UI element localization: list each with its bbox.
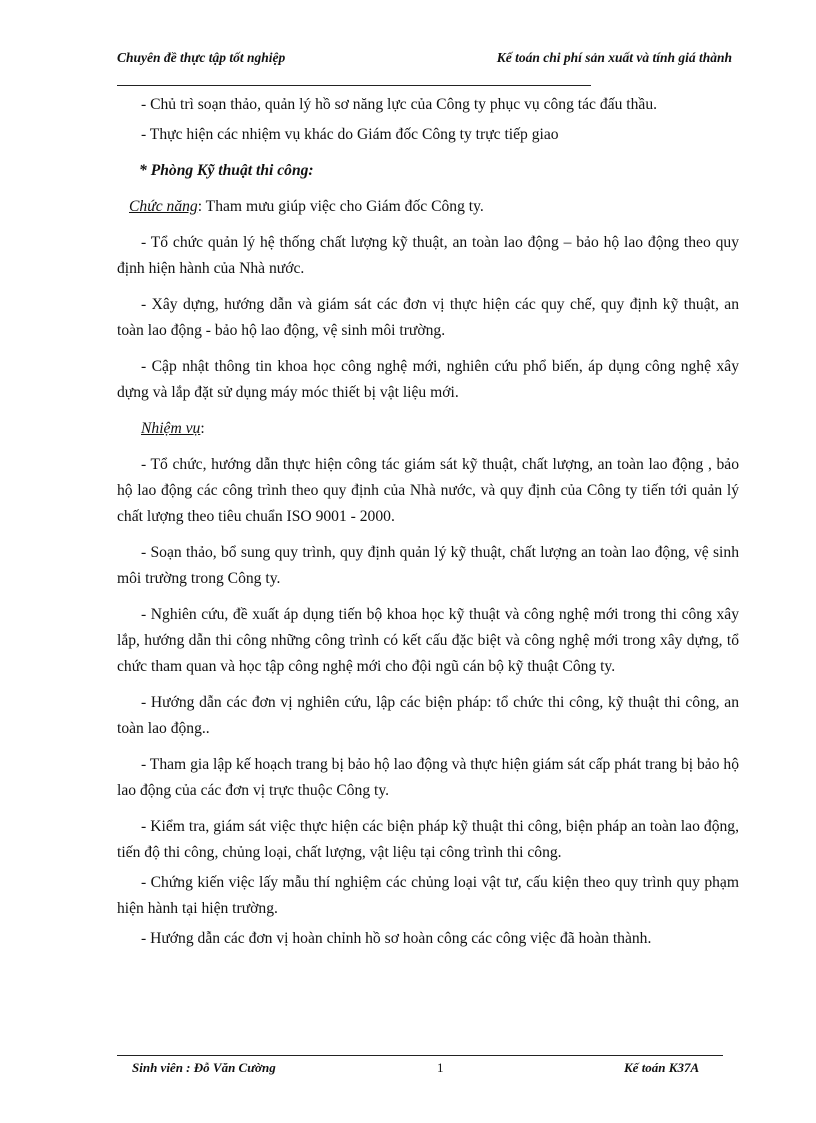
duty-item: - Tổ chức, hướng dẫn thực hiện công tác giám sát kỹ thuật, chất lượng, an toàn lao động , bảo hộ lao động các công trình theo quy định của Nhà nước, và quy định của Công ty tiến tới quản lý chất lượng theo tiêu chuẩn ISO 9001 - 2000. [117, 456, 739, 525]
footer-student: Sinh viên : Đỗ Văn Cường [132, 1060, 276, 1075]
function-item: - Xây dựng, hướng dẫn và giám sát các đơn vị thực hiện các quy chế, quy định kỹ thuật, an toàn lao động - bảo hộ lao động, vệ sinh môi trường. [117, 296, 739, 339]
duty-item: - Hướng dẫn các đơn vị nghiên cứu, lập các biện pháp: tổ chức thi công, kỹ thuật thi công, an toàn lao động.. [117, 694, 739, 737]
intro-item: - Chủ trì soạn thảo, quản lý hồ sơ năng lực của Công ty phục vụ công tác đấu thầu. [141, 96, 658, 113]
duty-item: - Hướng dẫn các đơn vị hoàn chỉnh hồ sơ hoàn công các công việc đã hoàn thành. [141, 930, 652, 947]
header-divider [117, 85, 591, 86]
duty-line [117, 416, 739, 442]
duty-item: - Nghiên cứu, đề xuất áp dụng tiến bộ khoa học kỹ thuật và công nghệ mới trong thi công xây lắp, hướng dẫn thi công những công trình có kết cấu đặc biệt và công nghệ mới trong xây dựng, tổ chức tham quan và học tập công nghệ mới cho đội ngũ cán bộ kỹ thuật Công ty. [117, 606, 739, 675]
function-text: : Tham mưu giúp việc cho Giám đốc Công ty. [197, 198, 484, 215]
duty-item: - Kiểm tra, giám sát việc thực hiện các biện pháp kỹ thuật thi công, biện pháp an toàn lao động, tiến độ thi công, chủng loại, chất lượng, vật liệu tại công trình thi công. [117, 818, 739, 861]
function-label: Chức năng [129, 198, 198, 215]
duty-label: Nhiệm vụ [141, 420, 201, 437]
page-body [117, 92, 739, 962]
duty-item: - Chứng kiến việc lấy mẫu thí nghiệm các chủng loại vật tư, cấu kiện theo quy trình quy phạm hiện hành tại hiện trường. [117, 874, 739, 917]
duty-item: - Soạn thảo, bổ sung quy trình, quy định quản lý kỹ thuật, chất lượng an toàn lao động, vệ sinh môi trường trong Công ty. [117, 544, 739, 587]
duty-item: - Tham gia lập kế hoạch trang bị bảo hộ lao động và thực hiện giám sát cấp phát trang bị bảo hộ lao động của các đơn vị trực thuộc Công ty. [117, 756, 739, 799]
function-item: - Cập nhật thông tin khoa học công nghệ mới, nghiên cứu phổ biến, áp dụng công nghệ xây dựng và lắp đặt sử dụng máy móc thiết bị vật liệu mới. [117, 358, 739, 401]
header-left-title: Chuyên đề thực tập tốt nghiệp [117, 50, 286, 65]
footer-class: Kế toán K37A [624, 1060, 700, 1075]
page-number: 1 [437, 1060, 444, 1075]
intro-item: - Thực hiện các nhiệm vụ khác do Giám đốc Công ty trực tiếp giao [141, 126, 559, 143]
function-line [117, 194, 739, 220]
function-item: - Tổ chức quản lý hệ thống chất lượng kỹ thuật, an toàn lao động – bảo hộ lao động theo quy định hiện hành của Nhà nước. [117, 234, 739, 277]
header-right-title: Kế toán chi phí sản xuất và tính giá thành [496, 50, 732, 65]
footer-divider [117, 1055, 723, 1056]
duty-text: : [200, 420, 205, 437]
section-title: * Phòng Kỹ thuật thi công: [139, 162, 314, 179]
